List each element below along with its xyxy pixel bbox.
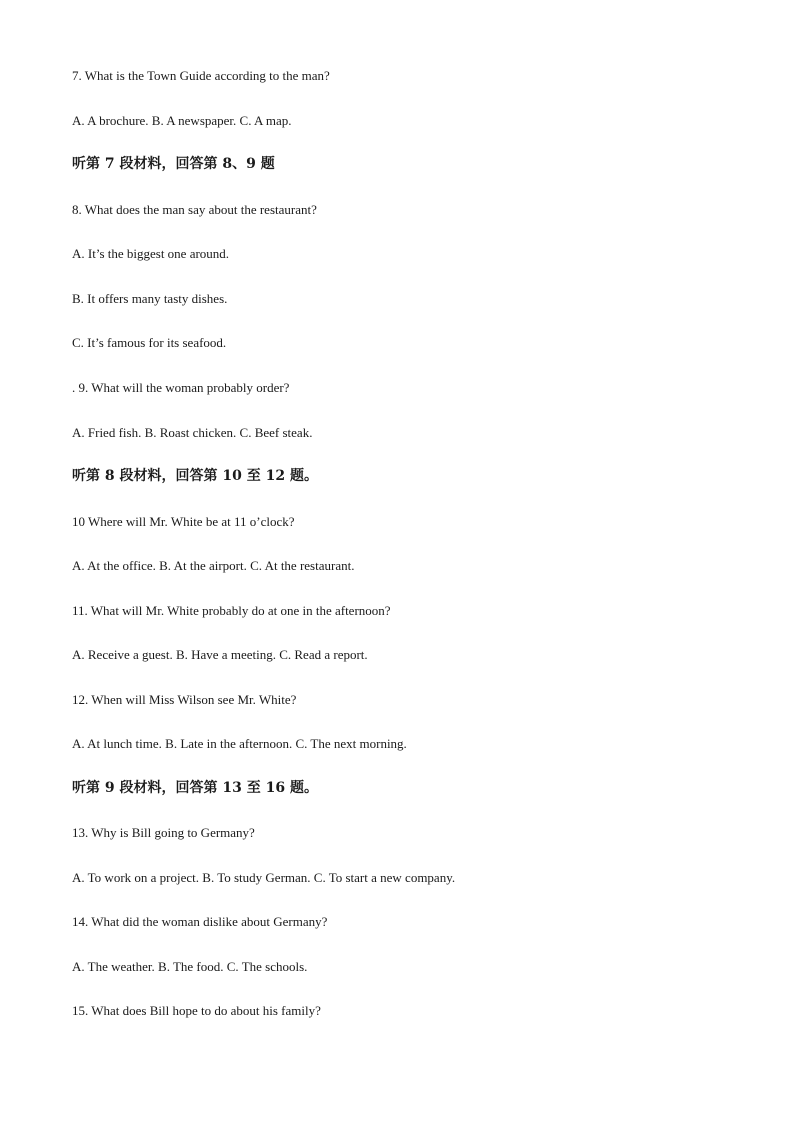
question-8: 8. What does the man say about the restaurant?: [72, 202, 317, 217]
section-heading-9: 听第 9 段材料，回答第 13 至 16 题。: [72, 780, 318, 796]
question-11-options: A. Receive a guest. B. Have a meeting. C. Read a report.: [72, 647, 368, 662]
question-9: . 9. What will the woman probably order?: [72, 380, 290, 395]
question-10-options: A. At the office. B. At the airport. C. At the restaurant.: [72, 558, 355, 573]
question-8-option-b: B. It offers many tasty dishes.: [72, 291, 228, 306]
question-7: 7. What is the Town Guide according to the man?: [72, 68, 330, 83]
section-heading-8: 听第 8 段材料，回答第 10 至 12 题。: [72, 468, 318, 484]
section-heading-7: 听第 7 段材料，回答第 8、9 题: [72, 156, 275, 172]
question-15: 15. What does Bill hope to do about his family?: [72, 1003, 321, 1018]
question-14: 14. What did the woman dislike about Germany?: [72, 914, 328, 929]
question-13-options: A. To work on a project. B. To study German. C. To start a new company.: [72, 870, 456, 885]
question-12: 12. When will Miss Wilson see Mr. White?: [72, 692, 297, 707]
question-13: 13. Why is Bill going to Germany?: [72, 825, 255, 840]
question-9-options: A. Fried fish. B. Roast chicken. C. Beef steak.: [72, 425, 313, 440]
question-12-options: A. At lunch time. B. Late in the afternoon. C. The next morning.: [72, 736, 407, 751]
question-14-options: A. The weather. B. The food. C. The schools.: [72, 959, 308, 974]
question-11: 11. What will Mr. White probably do at one in the afternoon?: [72, 603, 391, 618]
question-10: 10 Where will Mr. White be at 11 o’clock?: [72, 514, 295, 529]
question-8-option-a: A. It’s the biggest one around.: [72, 246, 230, 261]
question-8-option-c: C. It’s famous for its seafood.: [72, 335, 227, 350]
question-7-options: A. A brochure. B. A newspaper. C. A map.: [72, 113, 292, 128]
